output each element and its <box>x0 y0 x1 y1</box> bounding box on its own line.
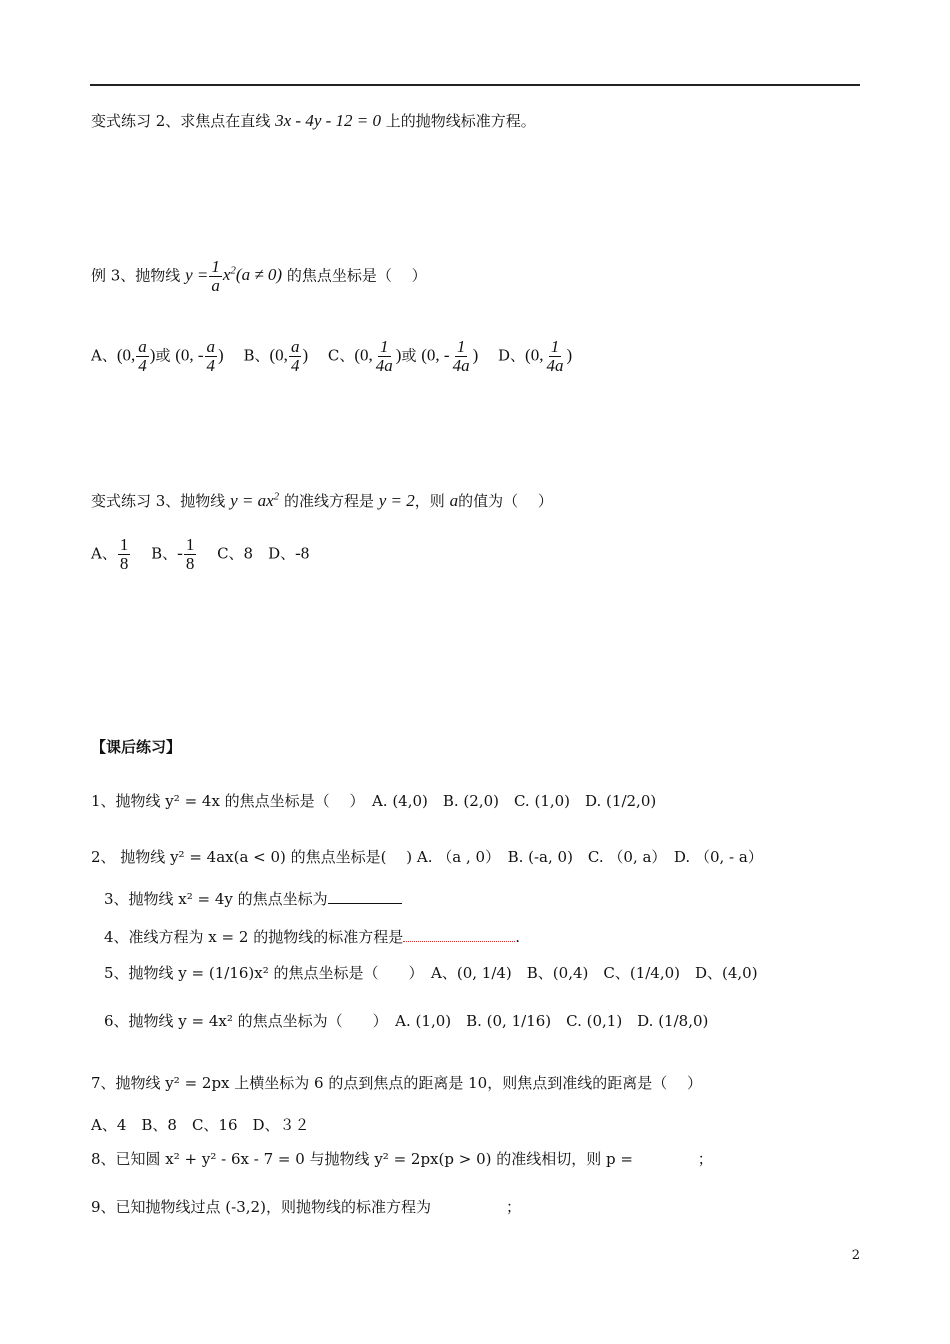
practice-7: 7、抛物线 y² = 2px 上横坐标为 6 的点到焦点的距离是 10，则焦点到准线的距离是（ ） <box>91 1074 702 1092</box>
example-3: 例 3、抛物线 y = $\frac{1}{a}$ $x^2(a \ne 0)$ 的焦点坐标是（ ） <box>91 257 427 295</box>
practice-5: 5、抛物线 y = (1/16)x² 的焦点坐标是（ ） A、(0, 1/4) B、(0,4) C、(1/4,0) D、(4,0) <box>104 964 758 982</box>
page-number: 2 <box>851 1248 860 1263</box>
example-3-options: A、(0, $\frac{a}{4}$ )或 (0, - $\frac{a}{4}$ ) B、(0, $\frac{a}{4}$ ) C、(0, $\frac{1}{4a}$ )或 (0, - $\frac{1}{4a}$ ) D、(0, $\frac{1}{4a}$ ) <box>91 337 573 375</box>
practice-7-options: A、4 B、8 C、16 D、３２ <box>91 1116 310 1134</box>
practice-9: 9、已知抛物线过点 (-3,2)，则抛物线的标准方程为 ； <box>91 1198 521 1216</box>
practice-8: 8、已知圆 x² + y² - 6x - 7 = 0 与抛物线 y² = 2px(p > 0) 的准线相切，则 p = ； <box>91 1150 713 1168</box>
practice-4: 4、准线方程为 x = 2 的抛物线的标准方程是 . <box>104 928 520 946</box>
question-variant-3: 变式练习 3、抛物线 $y = ax^2$ 的准线方程是 y = 2，则 a的值为（ ） <box>91 490 553 510</box>
question-variant-2: 变式练习 2、求焦点在直线 3x - 4y - 12 = 0 上的抛物线标准方程。 <box>91 111 536 130</box>
after-class-heading: 【课后练习】 <box>91 738 182 756</box>
practice-1: 1、抛物线 y² = 4x 的焦点坐标是（ ） A. (4,0) B. (2,0) C. (1,0) D. (1/2,0) <box>91 792 657 810</box>
header-rule <box>90 84 860 86</box>
practice-3: 3、抛物线 x² = 4y 的焦点坐标为 <box>104 888 402 909</box>
variant-3-options: A、 $\frac{1}{8}$ B、- $\frac{1}{8}$ C、8 D、-8 <box>91 535 310 573</box>
practice-6: 6、抛物线 y = 4x² 的焦点坐标为（ ） A. (1,0) B. (0, 1/16) C. (0,1) D. (1/8,0) <box>104 1012 709 1030</box>
practice-2: 2、 抛物线 y² = 4ax(a < 0) 的焦点坐标是( ) A. （a , 0） B. (-a, 0) C. （0, a） D. （0, - a） <box>91 848 763 866</box>
line-equation: 3x - 4y - 12 = 0 <box>275 111 381 130</box>
